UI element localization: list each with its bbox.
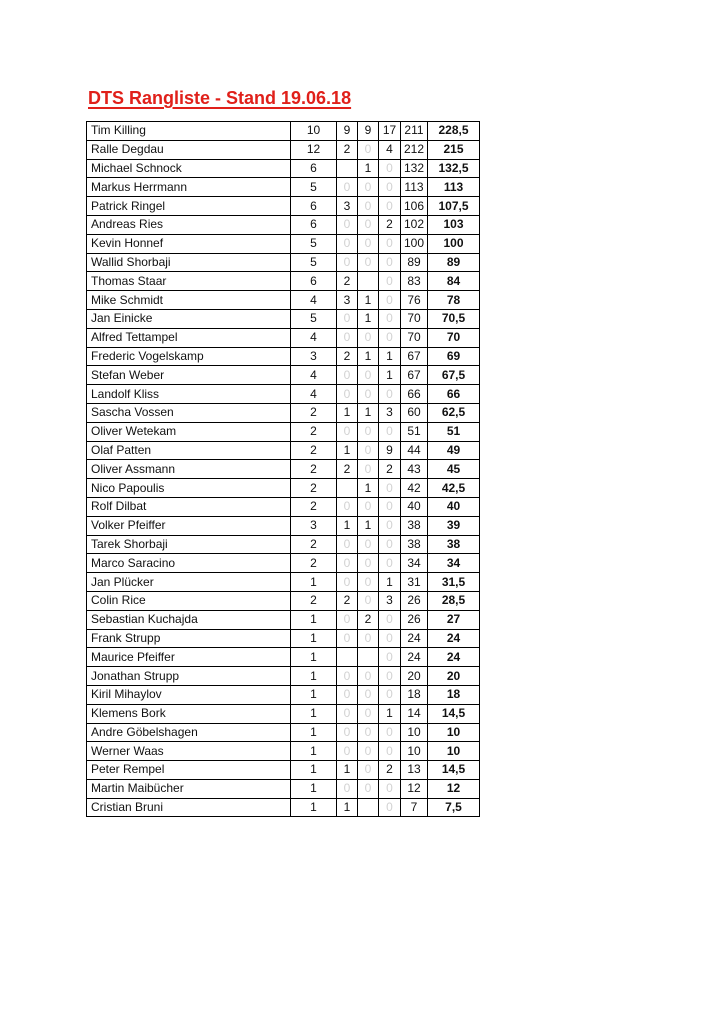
player-name: Andre Göbelshagen: [87, 723, 291, 742]
score-col-5: 76: [401, 291, 428, 310]
score-col-5: 211: [401, 122, 428, 141]
score-col-3: 1: [358, 516, 379, 535]
score-col-5: 10: [401, 723, 428, 742]
score-col-4: 0: [379, 422, 401, 441]
total-points: 27: [428, 610, 480, 629]
score-col-3: 0: [358, 460, 379, 479]
score-col-5: 70: [401, 309, 428, 328]
score-col-1: 1: [291, 742, 337, 761]
score-col-5: 26: [401, 591, 428, 610]
score-col-2: 2: [337, 347, 358, 366]
score-col-2: 0: [337, 723, 358, 742]
score-col-3: 9: [358, 122, 379, 141]
player-name: Jonathan Strupp: [87, 667, 291, 686]
score-col-4: 0: [379, 479, 401, 498]
score-col-4: 0: [379, 554, 401, 573]
total-points: 40: [428, 497, 480, 516]
total-points: 10: [428, 723, 480, 742]
score-col-2: 0: [337, 573, 358, 592]
table-row: [87, 516, 480, 535]
score-col-4: 0: [379, 779, 401, 798]
player-name: Kiril Mihaylov: [87, 685, 291, 704]
player-name: Werner Waas: [87, 742, 291, 761]
total-points: 28,5: [428, 591, 480, 610]
score-col-3: 0: [358, 667, 379, 686]
player-name: Colin Rice: [87, 591, 291, 610]
score-col-1: 2: [291, 591, 337, 610]
score-col-1: 5: [291, 309, 337, 328]
total-points: 18: [428, 685, 480, 704]
score-col-2: [337, 159, 358, 178]
score-col-2: 0: [337, 742, 358, 761]
score-col-1: 2: [291, 554, 337, 573]
score-col-4: 0: [379, 253, 401, 272]
score-col-1: 6: [291, 197, 337, 216]
score-col-5: 100: [401, 234, 428, 253]
score-col-3: 0: [358, 366, 379, 385]
score-col-1: 3: [291, 347, 337, 366]
score-col-3: 0: [358, 554, 379, 573]
player-name: Tarek Shorbaji: [87, 535, 291, 554]
score-col-1: 6: [291, 215, 337, 234]
score-col-4: 0: [379, 610, 401, 629]
score-col-2: 0: [337, 629, 358, 648]
score-col-5: 20: [401, 667, 428, 686]
table-row: [87, 234, 480, 253]
score-col-4: 0: [379, 328, 401, 347]
player-name: Marco Saracino: [87, 554, 291, 573]
score-col-5: 106: [401, 197, 428, 216]
score-col-4: 0: [379, 291, 401, 310]
score-col-1: 4: [291, 328, 337, 347]
table-row: [87, 591, 480, 610]
total-points: 12: [428, 779, 480, 798]
score-col-5: 66: [401, 385, 428, 404]
score-col-5: 40: [401, 497, 428, 516]
total-points: 38: [428, 535, 480, 554]
score-col-1: 12: [291, 140, 337, 159]
player-name: Kevin Honnef: [87, 234, 291, 253]
total-points: 70,5: [428, 309, 480, 328]
score-col-3: 0: [358, 253, 379, 272]
table-row: [87, 667, 480, 686]
player-name: Ralle Degdau: [87, 140, 291, 159]
score-col-4: 3: [379, 403, 401, 422]
score-col-4: 0: [379, 516, 401, 535]
table-row: [87, 309, 480, 328]
ranking-table: [86, 121, 480, 817]
table-row: [87, 761, 480, 780]
score-col-3: 0: [358, 535, 379, 554]
score-col-5: 7: [401, 798, 428, 817]
total-points: 39: [428, 516, 480, 535]
score-col-2: 0: [337, 178, 358, 197]
score-col-2: [337, 479, 358, 498]
table-row: [87, 685, 480, 704]
player-name: Olaf Patten: [87, 441, 291, 460]
score-col-3: 0: [358, 422, 379, 441]
score-col-4: 3: [379, 591, 401, 610]
score-col-4: 0: [379, 159, 401, 178]
score-col-2: 2: [337, 591, 358, 610]
score-col-3: 0: [358, 178, 379, 197]
score-col-2: 3: [337, 291, 358, 310]
score-col-1: 6: [291, 272, 337, 291]
total-points: 24: [428, 648, 480, 667]
score-col-4: 0: [379, 178, 401, 197]
table-row: [87, 215, 480, 234]
table-row: [87, 629, 480, 648]
score-col-3: 0: [358, 385, 379, 404]
player-name: Mike Schmidt: [87, 291, 291, 310]
player-name: Alfred Tettampel: [87, 328, 291, 347]
score-col-2: 0: [337, 422, 358, 441]
score-col-1: 4: [291, 291, 337, 310]
score-col-1: 1: [291, 667, 337, 686]
table-row: [87, 159, 480, 178]
score-col-4: 0: [379, 385, 401, 404]
score-col-3: [358, 272, 379, 291]
score-col-3: 0: [358, 215, 379, 234]
score-col-4: 9: [379, 441, 401, 460]
score-col-1: 1: [291, 573, 337, 592]
total-points: 132,5: [428, 159, 480, 178]
score-col-4: 2: [379, 761, 401, 780]
total-points: 20: [428, 667, 480, 686]
player-name: Maurice Pfeiffer: [87, 648, 291, 667]
table-row: [87, 366, 480, 385]
total-points: 10: [428, 742, 480, 761]
score-col-1: 2: [291, 479, 337, 498]
score-col-4: 4: [379, 140, 401, 159]
total-points: 84: [428, 272, 480, 291]
score-col-2: 1: [337, 403, 358, 422]
score-col-3: 0: [358, 629, 379, 648]
score-col-5: 34: [401, 554, 428, 573]
player-name: Landolf Kliss: [87, 385, 291, 404]
score-col-3: 1: [358, 309, 379, 328]
table-row: [87, 403, 480, 422]
score-col-1: 1: [291, 685, 337, 704]
player-name: Sebastian Kuchajda: [87, 610, 291, 629]
score-col-2: 0: [337, 704, 358, 723]
score-col-2: 0: [337, 328, 358, 347]
score-col-2: 1: [337, 441, 358, 460]
total-points: 24: [428, 629, 480, 648]
score-col-5: 102: [401, 215, 428, 234]
player-name: Tim Killing: [87, 122, 291, 141]
score-col-1: 5: [291, 178, 337, 197]
total-points: 62,5: [428, 403, 480, 422]
score-col-1: 2: [291, 441, 337, 460]
score-col-5: 132: [401, 159, 428, 178]
score-col-1: 2: [291, 497, 337, 516]
player-name: Klemens Bork: [87, 704, 291, 723]
score-col-5: 67: [401, 366, 428, 385]
table-row: [87, 610, 480, 629]
player-name: Jan Einicke: [87, 309, 291, 328]
total-points: 67,5: [428, 366, 480, 385]
score-col-5: 10: [401, 742, 428, 761]
score-col-3: 0: [358, 234, 379, 253]
score-col-3: 1: [358, 403, 379, 422]
score-col-3: [358, 648, 379, 667]
score-col-1: 1: [291, 779, 337, 798]
score-col-2: 0: [337, 366, 358, 385]
player-name: Sascha Vossen: [87, 403, 291, 422]
score-col-1: 1: [291, 648, 337, 667]
player-name: Patrick Ringel: [87, 197, 291, 216]
score-col-4: 0: [379, 234, 401, 253]
player-name: Frederic Vogelskamp: [87, 347, 291, 366]
score-col-4: 0: [379, 197, 401, 216]
score-col-2: 0: [337, 234, 358, 253]
table-row: [87, 723, 480, 742]
score-col-5: 24: [401, 629, 428, 648]
table-row: [87, 648, 480, 667]
table-row: [87, 779, 480, 798]
score-col-5: 43: [401, 460, 428, 479]
score-col-5: 42: [401, 479, 428, 498]
score-col-3: 1: [358, 159, 379, 178]
ranking-table-body: [87, 122, 480, 817]
score-col-5: 83: [401, 272, 428, 291]
player-name: Wallid Shorbaji: [87, 253, 291, 272]
total-points: 45: [428, 460, 480, 479]
table-row: [87, 422, 480, 441]
score-col-3: 1: [358, 291, 379, 310]
table-row: [87, 704, 480, 723]
table-row: [87, 385, 480, 404]
score-col-1: 2: [291, 535, 337, 554]
table-row: [87, 328, 480, 347]
score-col-5: 18: [401, 685, 428, 704]
score-col-1: 1: [291, 610, 337, 629]
score-col-2: 9: [337, 122, 358, 141]
score-col-2: 2: [337, 272, 358, 291]
player-name: Michael Schnock: [87, 159, 291, 178]
score-col-2: 0: [337, 253, 358, 272]
table-row: [87, 554, 480, 573]
table-row: [87, 178, 480, 197]
total-points: 107,5: [428, 197, 480, 216]
score-col-4: 0: [379, 309, 401, 328]
player-name: Peter Rempel: [87, 761, 291, 780]
score-col-4: 1: [379, 704, 401, 723]
score-col-1: 6: [291, 159, 337, 178]
score-col-5: 44: [401, 441, 428, 460]
total-points: 103: [428, 215, 480, 234]
total-points: 34: [428, 554, 480, 573]
player-name: Rolf Dilbat: [87, 497, 291, 516]
score-col-4: 0: [379, 798, 401, 817]
total-points: 89: [428, 253, 480, 272]
score-col-2: 0: [337, 667, 358, 686]
score-col-2: 0: [337, 215, 358, 234]
total-points: 228,5: [428, 122, 480, 141]
page-title: DTS Rangliste - Stand 19.06.18: [88, 88, 352, 108]
table-row: [87, 122, 480, 141]
score-col-2: 0: [337, 685, 358, 704]
score-col-2: 1: [337, 761, 358, 780]
total-points: 100: [428, 234, 480, 253]
score-col-4: 0: [379, 497, 401, 516]
table-row: [87, 742, 480, 761]
score-col-4: 0: [379, 629, 401, 648]
player-name: Cristian Bruni: [87, 798, 291, 817]
score-col-5: 212: [401, 140, 428, 159]
score-col-5: 38: [401, 516, 428, 535]
score-col-5: 67: [401, 347, 428, 366]
score-col-3: 0: [358, 723, 379, 742]
score-col-4: 0: [379, 272, 401, 291]
score-col-2: 0: [337, 385, 358, 404]
score-col-3: 0: [358, 591, 379, 610]
score-col-5: 113: [401, 178, 428, 197]
table-row: [87, 535, 480, 554]
score-col-3: 0: [358, 441, 379, 460]
score-col-4: 0: [379, 535, 401, 554]
total-points: 70: [428, 328, 480, 347]
table-row: [87, 291, 480, 310]
table-row: [87, 479, 480, 498]
score-col-3: 0: [358, 779, 379, 798]
score-col-2: 0: [337, 535, 358, 554]
player-name: Oliver Wetekam: [87, 422, 291, 441]
total-points: 42,5: [428, 479, 480, 498]
score-col-1: 1: [291, 761, 337, 780]
score-col-5: 89: [401, 253, 428, 272]
score-col-5: 12: [401, 779, 428, 798]
table-row: [87, 197, 480, 216]
table-row: [87, 798, 480, 817]
player-name: Stefan Weber: [87, 366, 291, 385]
score-col-4: 1: [379, 347, 401, 366]
player-name: Thomas Staar: [87, 272, 291, 291]
score-col-3: 0: [358, 197, 379, 216]
score-col-4: 0: [379, 742, 401, 761]
player-name: Markus Herrmann: [87, 178, 291, 197]
score-col-4: 0: [379, 685, 401, 704]
score-col-2: [337, 648, 358, 667]
total-points: 14,5: [428, 761, 480, 780]
table-row: [87, 272, 480, 291]
total-points: 51: [428, 422, 480, 441]
table-row: [87, 497, 480, 516]
score-col-4: 0: [379, 648, 401, 667]
score-col-1: 1: [291, 798, 337, 817]
score-col-3: 0: [358, 328, 379, 347]
score-col-3: 2: [358, 610, 379, 629]
score-col-2: 2: [337, 460, 358, 479]
score-col-1: 1: [291, 723, 337, 742]
score-col-2: 1: [337, 516, 358, 535]
player-name: Frank Strupp: [87, 629, 291, 648]
total-points: 31,5: [428, 573, 480, 592]
score-col-2: 0: [337, 554, 358, 573]
score-col-5: 24: [401, 648, 428, 667]
player-name: Volker Pfeiffer: [87, 516, 291, 535]
score-col-5: 13: [401, 761, 428, 780]
score-col-4: 2: [379, 460, 401, 479]
score-col-4: 1: [379, 573, 401, 592]
score-col-5: 31: [401, 573, 428, 592]
player-name: Andreas Ries: [87, 215, 291, 234]
score-col-2: 0: [337, 309, 358, 328]
score-col-3: [358, 798, 379, 817]
score-col-4: 2: [379, 215, 401, 234]
player-name: Nico Papoulis: [87, 479, 291, 498]
table-row: [87, 140, 480, 159]
score-col-4: 17: [379, 122, 401, 141]
total-points: 66: [428, 385, 480, 404]
table-row: [87, 347, 480, 366]
score-col-1: 4: [291, 385, 337, 404]
score-col-3: 0: [358, 140, 379, 159]
score-col-3: 0: [358, 685, 379, 704]
score-col-1: 10: [291, 122, 337, 141]
score-col-5: 70: [401, 328, 428, 347]
score-col-4: 0: [379, 723, 401, 742]
table-row: [87, 573, 480, 592]
score-col-5: 14: [401, 704, 428, 723]
score-col-5: 26: [401, 610, 428, 629]
score-col-3: 1: [358, 347, 379, 366]
player-name: Jan Plücker: [87, 573, 291, 592]
score-col-3: 0: [358, 573, 379, 592]
score-col-2: 3: [337, 197, 358, 216]
score-col-5: 51: [401, 422, 428, 441]
total-points: 215: [428, 140, 480, 159]
score-col-5: 38: [401, 535, 428, 554]
score-col-3: 0: [358, 761, 379, 780]
score-col-2: 2: [337, 140, 358, 159]
total-points: 49: [428, 441, 480, 460]
score-col-1: 2: [291, 460, 337, 479]
total-points: 7,5: [428, 798, 480, 817]
table-row: [87, 460, 480, 479]
player-name: Oliver Assmann: [87, 460, 291, 479]
score-col-3: 0: [358, 704, 379, 723]
table-row: [87, 253, 480, 272]
total-points: 78: [428, 291, 480, 310]
score-col-2: 0: [337, 610, 358, 629]
score-col-1: 3: [291, 516, 337, 535]
score-col-3: 1: [358, 479, 379, 498]
score-col-3: 0: [358, 497, 379, 516]
score-col-3: 0: [358, 742, 379, 761]
total-points: 14,5: [428, 704, 480, 723]
score-col-2: 0: [337, 497, 358, 516]
score-col-1: 5: [291, 253, 337, 272]
total-points: 69: [428, 347, 480, 366]
score-col-1: 1: [291, 704, 337, 723]
score-col-2: 1: [337, 798, 358, 817]
score-col-4: 0: [379, 667, 401, 686]
player-name: Martin Maibücher: [87, 779, 291, 798]
score-col-2: 0: [337, 779, 358, 798]
score-col-1: 2: [291, 422, 337, 441]
score-col-4: 1: [379, 366, 401, 385]
score-col-1: 1: [291, 629, 337, 648]
score-col-1: 2: [291, 403, 337, 422]
table-row: [87, 441, 480, 460]
score-col-5: 60: [401, 403, 428, 422]
score-col-1: 4: [291, 366, 337, 385]
total-points: 113: [428, 178, 480, 197]
score-col-1: 5: [291, 234, 337, 253]
